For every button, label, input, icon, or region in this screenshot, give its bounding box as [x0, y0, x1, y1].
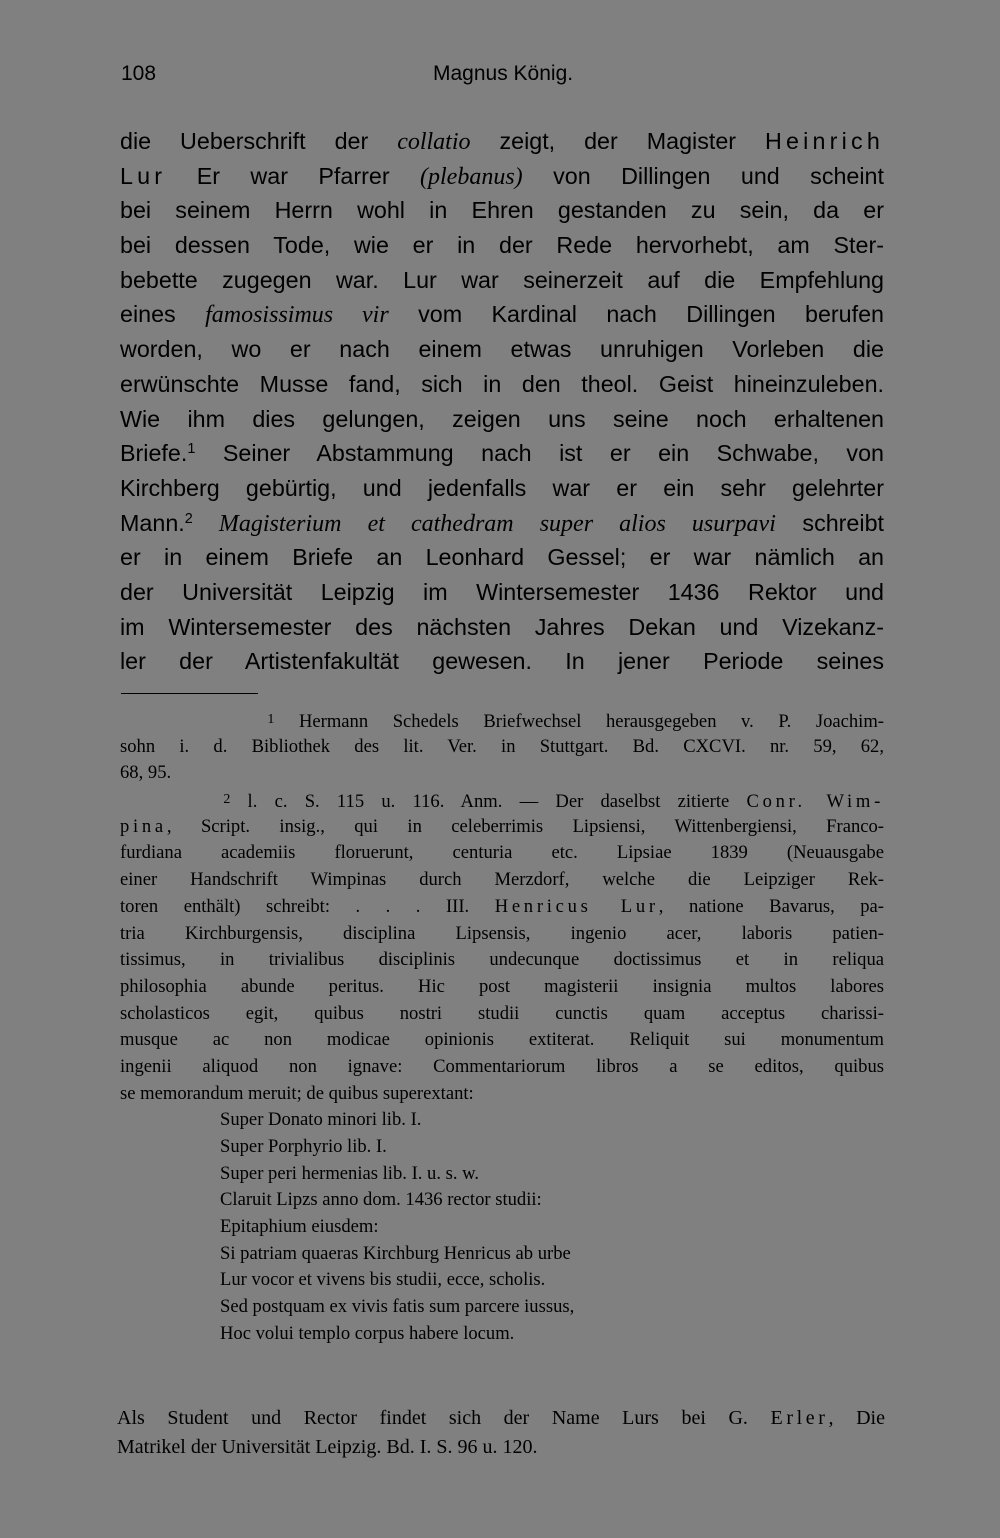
- page-header: [121, 58, 885, 92]
- footnote-line: ingenii aliquod non ignave: Commentariorum libros a se editos, quibus: [120, 1055, 884, 1077]
- footnote-line: toren enthält) schreibt: . . . III. Henricus Lur, natione Bavarus, pa-: [120, 895, 884, 917]
- footnote-line: furdiana academiis floruerunt, centuria etc. Lipsiae 1839 (Neuausgabe: [120, 842, 884, 864]
- text-line: worden, wo er nach einem etwas unruhigen Vorleben die: [120, 336, 884, 363]
- main-text: [120, 124, 884, 679]
- verse-line: Si patriam quaeras Kirchburg Henricus ab urbe: [220, 1242, 571, 1264]
- footnote-marker: 2: [223, 792, 231, 808]
- footnote-line: einer Handschrift Wimpinas durch Merzdorf, welche die Leipziger Rek-: [120, 869, 884, 891]
- text-line: ler der Artistenfakultät gewesen. In jener Periode seines: [120, 648, 884, 675]
- footnote-line: scholasticos egit, quibus nostri studii cunctis quam acceptus charissi-: [120, 1002, 884, 1024]
- text-line: der Universität Leipzig im Wintersemester 1436 Rektor und: [120, 578, 884, 605]
- footnote-line: pina, Script. insig., qui in celeberrimis Lipsiensi, Wittenbergiensi, Franco-: [120, 815, 884, 837]
- verse-line: Epitaphium eiusdem:: [220, 1216, 379, 1238]
- text-line: bei seinem Herrn wohl in Ehren gestanden zu sein, da er: [120, 197, 884, 224]
- text-line: Wie ihm dies gelungen, zeigen uns seine noch erhaltenen: [120, 405, 884, 432]
- footnotes: [120, 707, 884, 1348]
- footnote-line: musque ac non modicae opinionis extiterat. Reliquit sui monumentum: [120, 1029, 884, 1051]
- text-line: im Wintersemester des nächsten Jahres Dekan und Vizekanz-: [120, 613, 884, 640]
- closing-line: Matrikel der Universität Leipzig. Bd. I. S. 96 u. 120.: [117, 1436, 538, 1458]
- closing-line: Als Student und Rector findet sich der Name Lurs bei G. Erler, Die: [117, 1407, 885, 1429]
- text-line: Kirchberg gebürtig, und jedenfalls war er ein sehr gelehrter: [120, 474, 884, 501]
- text-line: Briefe.$^1$ Seiner Abstammung nach ist er ein Schwabe, von: [120, 440, 884, 467]
- text-line: bebette zugegen war. Lur war seinerzeit auf die Empfehlung: [120, 266, 884, 293]
- text-line: die Ueberschrift der collatio zeigt, der Magister Heinrich: [120, 128, 884, 155]
- footnote-ref: 2: [184, 510, 193, 527]
- footnote-line: tria Kirchburgensis, disciplina Lipsensis, ingenio acer, laboris patien-: [120, 922, 884, 944]
- text-line: Lur Er war Pfarrer (plebanus) von Dillingen und scheint: [120, 162, 884, 190]
- footnote-line: sohn i. d. Bibliothek des lit. Ver. in Stuttgart. Bd. CXCVI. nr. 59, 62,: [120, 735, 884, 757]
- footnote-line: philosophia abunde peritus. Hic post magisterii insignia multos labores: [120, 975, 884, 997]
- text-line: erwünschte Musse fand, sich in den theol. Geist hineinzuleben.: [120, 370, 884, 397]
- footnote-line: $^2$ l. c. S. 115 u. 116. Anm. — Der daselbst zitierte Conr. Wim-: [223, 791, 885, 813]
- footnote-line: tissimus, in trivialibus disciplinis undecunque doctissimus et in reliqua: [120, 949, 884, 971]
- verse-line: Hoc volui templo corpus habere locum.: [220, 1322, 515, 1344]
- verse-line: Super Donato minori lib. I.: [220, 1109, 422, 1131]
- closing-note: [117, 1404, 885, 1462]
- text-line: eines famosissimus vir vom Kardinal nach Dillingen berufen: [120, 301, 885, 329]
- verse-line: Lur vocor et vivens bis studii, ecce, scholis.: [220, 1269, 546, 1291]
- text-line: bei dessen Tode, wie er in der Rede hervorhebt, am Ster-: [120, 232, 884, 259]
- verse-line: Sed postquam ex vivis fatis sum parcere iussus,: [220, 1296, 575, 1318]
- running-title: Magnus König.: [433, 62, 574, 85]
- text-line: er in einem Briefe an Leonhard Gessel; er war nämlich an: [120, 544, 884, 571]
- verse-line: Claruit Lipzs anno dom. 1436 rector studii:: [220, 1189, 542, 1211]
- verse-line: Super peri hermenias lib. I. u. s. w.: [220, 1162, 480, 1184]
- page-number: 108: [121, 62, 157, 85]
- text-line: Mann.$^2$ Magisterium et cathedram super alios usurpavi schreibt: [120, 509, 884, 537]
- verse-line: Super Porphyrio lib. I.: [220, 1136, 387, 1157]
- footnote-line: 68, 95.: [120, 762, 172, 784]
- footnote-line: se memorandum meruit; de quibus superextant:: [120, 1082, 474, 1104]
- footnote-marker: 1: [267, 712, 275, 727]
- footnote-ref: 1: [187, 441, 196, 458]
- footnote-line: $^1$ Hermann Schedels Briefwechsel herausgegeben v. P. Joachim-: [267, 711, 885, 733]
- footnote-divider: [121, 693, 258, 694]
